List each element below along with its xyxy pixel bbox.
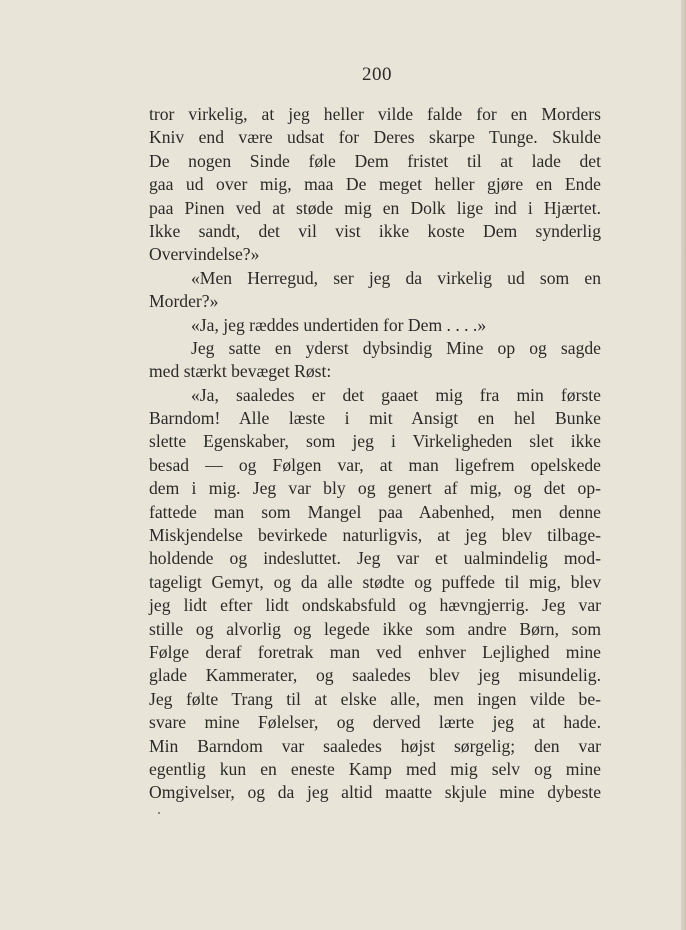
text-line: med stærkt bevæget Røst: <box>149 361 332 382</box>
page-edge <box>681 0 686 930</box>
text-line: «Ja, saaledes er det gaaet mig fra min første <box>191 384 601 405</box>
text-line: slette Egenskaber, som jeg i Virkeligheden slet ikke <box>149 431 601 452</box>
text-line: «Men Herregud, ser jeg da virkelig ud som en <box>191 267 601 288</box>
text-line: «Ja, jeg ræddes undertiden for Dem . . . .» <box>191 314 487 335</box>
text-line: svare mine Følelser, og derved lærte jeg at hade. <box>149 712 601 733</box>
text-line: besad — og Følgen var, at man ligefrem opelskede <box>149 454 601 475</box>
text-line: tror virkelig, at jeg heller vilde falde for en Morders <box>149 104 601 124</box>
text-line: Min Barndom var saaledes højst sørgelig; den var <box>149 735 601 756</box>
text-line: gaa ud over mig, maa De meget heller gjøre en Ende <box>149 174 601 195</box>
text-line: dem i mig. Jeg var bly og genert af mig, og det op- <box>149 478 601 499</box>
text-line: tageligt Gemyt, og da alle stødte og puffede til mig, blev <box>149 571 601 592</box>
text-line: paa Pinen ved at støde mig en Dolk lige ind i Hjærtet. <box>149 197 601 218</box>
text-line: Morder?» <box>149 291 219 312</box>
text-line: Følge deraf foretrak man ved enhver Lejlighed mine <box>149 641 601 662</box>
text-line: Jeg satte en yderst dybsindig Mine op og sagde <box>191 337 601 358</box>
text-line: Barndom! Alle læste i mit Ansigt en hel Bunke <box>149 408 601 429</box>
text-line: fattede man som Mangel paa Aabenhed, men denne <box>149 501 601 522</box>
text-line: De nogen Sinde føle Dem fristet til at lade det <box>149 150 601 171</box>
text-line: Ikke sandt, det vil vist ikke koste Dem synderlig <box>149 220 601 241</box>
text-line: holdende og indesluttet. Jeg var et ualmindelig mod- <box>149 548 601 569</box>
text-line: Jeg følte Trang til at elske alle, men ingen vilde be- <box>149 688 601 709</box>
ink-speck <box>158 812 160 814</box>
text-line: Miskjendelse bevirkede naturligvis, at jeg blev tilbage- <box>149 525 601 546</box>
text-line: egentlig kun en eneste Kamp med mig selv og mine <box>149 758 601 779</box>
page-number: 200 <box>362 64 392 85</box>
body-text <box>149 103 601 805</box>
text-line: Overvindelse?» <box>149 244 260 265</box>
text-line: jeg lidt efter lidt ondskabsfuld og hævngjerrig. Jeg var <box>149 595 601 616</box>
text-line: Kniv end være udsat for Deres skarpe Tunge. Skulde <box>149 127 601 148</box>
text-line: glade Kammerater, og saaledes blev jeg misundelig. <box>149 665 601 686</box>
text-line: stille og alvorlig og legede ikke som andre Børn, som <box>149 618 601 639</box>
text-line: Omgivelser, og da jeg altid maatte skjule mine dybeste <box>149 782 601 803</box>
